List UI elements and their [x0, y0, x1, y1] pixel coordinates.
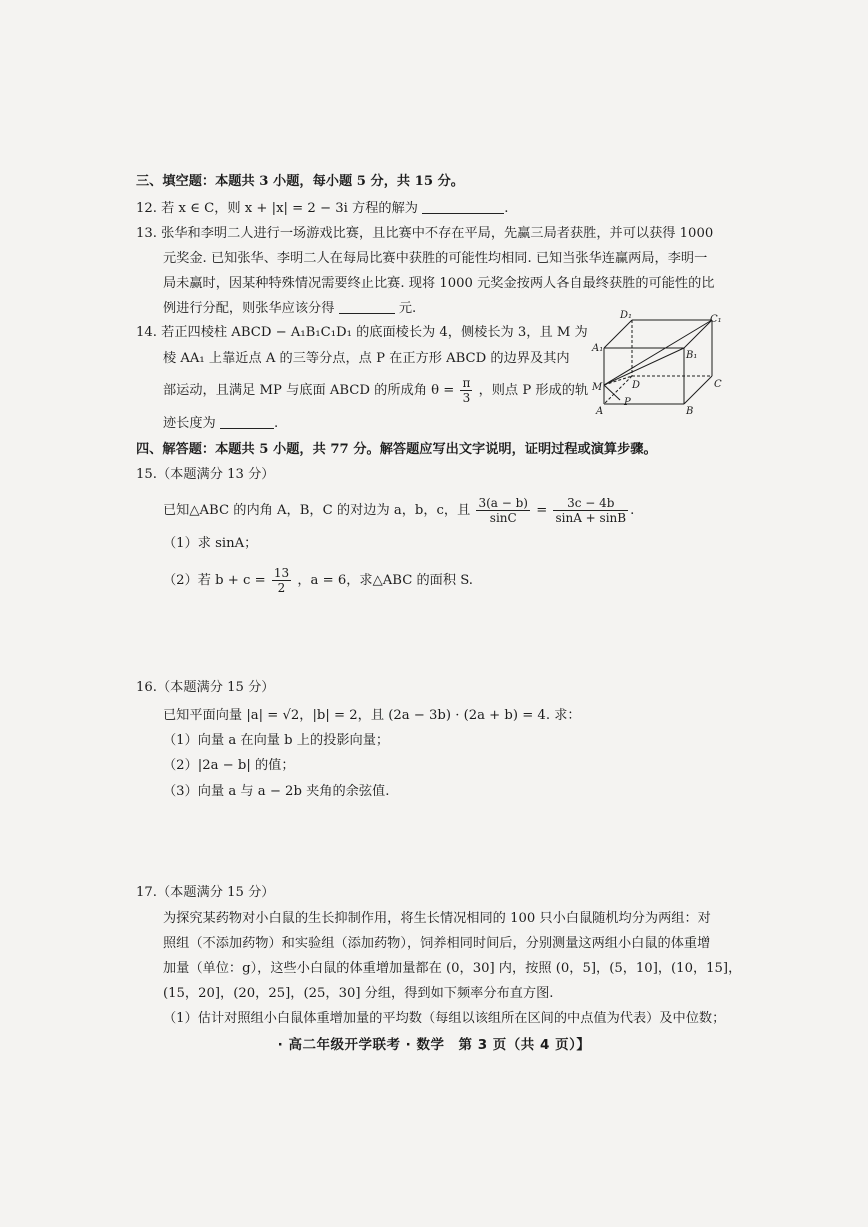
label-M: M — [592, 382, 603, 393]
question-12 — [136, 199, 508, 218]
q15-condition — [163, 496, 634, 525]
q15-fraction-left-num: 3(a − b) — [478, 496, 528, 510]
q14-line1: 14. 若正四棱柱 ABCD − A₁B₁C₁D₁ 的底面棱长为 4，侧棱长为 3，且 M 为 — [136, 325, 588, 340]
q16-part2: （2）|2a − b| 的值； — [163, 758, 295, 773]
q15-part2-fraction — [272, 566, 291, 595]
angle-fraction-den: 3 — [462, 391, 471, 405]
q15-fraction-right-den: sinA + sinB — [555, 511, 627, 525]
label-B1: B₁ — [686, 350, 698, 361]
q15-part2-text: （2）若 b + c = — [163, 573, 266, 588]
label-C: C — [714, 379, 722, 390]
q17-part1: （1）估计对照组小白鼠体重增加量的平均数（每组以该组所在区间的中点值为代表）及中位数； — [163, 1011, 726, 1026]
q16-title: 16.（本题满分 15 分） — [136, 680, 275, 695]
section4-heading: 四、解答题：本题共 5 小题，共 77 分。解答题应写出文字说明，证明过程或演算步骤。 — [136, 442, 657, 457]
q15-condition-end: . — [630, 503, 635, 518]
angle-fraction-num: π — [462, 376, 471, 390]
q16-part1: （1）向量 a 在向量 b 上的投影向量； — [163, 733, 390, 748]
q15-title: 15.（本题满分 13 分） — [136, 467, 275, 482]
q12-end: . — [504, 201, 509, 216]
label-P: P — [624, 397, 631, 408]
q16-part3: （3）向量 a 与 a − 2b 夹角的余弦值. — [163, 784, 390, 799]
q15-fraction-right — [553, 496, 628, 525]
q13-unit: 元. — [398, 301, 417, 316]
q15-condition-text: 已知△ABC 的内角 A，B，C 的对边为 a，b，c，且 — [163, 503, 471, 518]
q16-condition: 已知平面向量 |a| = √2，|b| = 2，且 (2a − 3b) · (2a + b) = 4. 求： — [163, 708, 581, 723]
q17-line2: 照组（不添加药物）和实验组（添加药物），饲养相同时间后，分别测量这两组小白鼠的体重增 — [163, 936, 711, 951]
q14-answer-blank — [220, 414, 274, 429]
q14-line4-text: 迹长度为 — [163, 416, 216, 431]
q15-fraction-left-den: sinC — [489, 511, 517, 525]
q17-title: 17.（本题满分 15 分） — [136, 885, 275, 900]
label-D1: D₁ — [620, 310, 633, 321]
label-B: B — [686, 406, 694, 417]
q14-line4 — [163, 414, 278, 433]
q15-part2-tail: ，a = 6，求△ABC 的面积 S. — [297, 573, 473, 588]
q15-part2-fraction-num: 13 — [273, 566, 290, 580]
q17-line1: 为探究某药物对小白鼠的生长抑制作用，将生长情况相同的 100 只小白鼠随机均分为两组：对 — [163, 911, 711, 926]
q14-end: . — [273, 416, 279, 431]
q17-line4: (15，20]，(20，25]，(25，30] 分组，得到如下频率分布直方图. — [163, 986, 554, 1001]
q12-text: 12. 若 x ∈ C，则 x + |x| = 2 − 3i 方程的解为 — [136, 201, 418, 216]
q14-line3 — [163, 376, 588, 405]
q14-line2: 棱 AA₁ 上靠近点 A 的三等分点，点 P 在正方形 ABCD 的边界及其内 — [163, 351, 570, 366]
q15-fraction-right-num: 3c − 4b — [553, 496, 628, 511]
angle-fraction — [460, 376, 472, 405]
label-A: A — [596, 406, 604, 417]
section3-heading: 三、填空题：本题共 3 小题，每小题 5 分，共 15 分。 — [136, 174, 464, 189]
prism-figure — [590, 308, 730, 420]
q15-part2-fraction-den: 2 — [277, 581, 286, 595]
q13-line1: 13. 张华和李明二人进行一场游戏比赛，且比赛中不存在平局，先赢三局者获胜，并可以获得 1000 — [136, 226, 714, 241]
q15-part2 — [163, 566, 473, 595]
q14-line3-tail: ，则点 P 形成的轨 — [478, 383, 589, 398]
q17-line3: 加量（单位：g），这些小白鼠的体重增加量都在 (0，30] 内，按照 (0，5]，(5，10]，(10，15]， — [163, 961, 742, 976]
q15-equals: = — [536, 503, 548, 518]
prism-diagram — [590, 308, 730, 420]
q13-line3: 局未赢时，因某种特殊情况需要终止比赛. 现将 1000 元奖金按两人各自最终获胜的可能性的比 — [163, 276, 715, 291]
q13-answer-blank — [339, 299, 395, 314]
label-A1: A₁ — [592, 343, 604, 354]
label-D: D — [632, 380, 641, 391]
q15-part1: （1）求 sinA； — [163, 536, 258, 551]
page-footer: · 高二年级开学联考 · 数学 第 3 页（共 4 页）】 — [277, 1037, 591, 1053]
label-C1: C₁ — [710, 314, 722, 325]
q12-answer-blank — [422, 199, 504, 214]
q15-fraction-left — [476, 496, 530, 525]
q13-line4 — [163, 299, 416, 318]
q13-line4-text: 例进行分配，则张华应该分得 — [163, 301, 335, 316]
q14-line3-text: 部运动，且满足 MP 与底面 ABCD 的所成角 θ = — [163, 383, 455, 398]
q13-line2: 元奖金. 已知张华、李明二人在每局比赛中获胜的可能性均相同. 已知当张华连赢两局，李明一 — [163, 251, 708, 266]
